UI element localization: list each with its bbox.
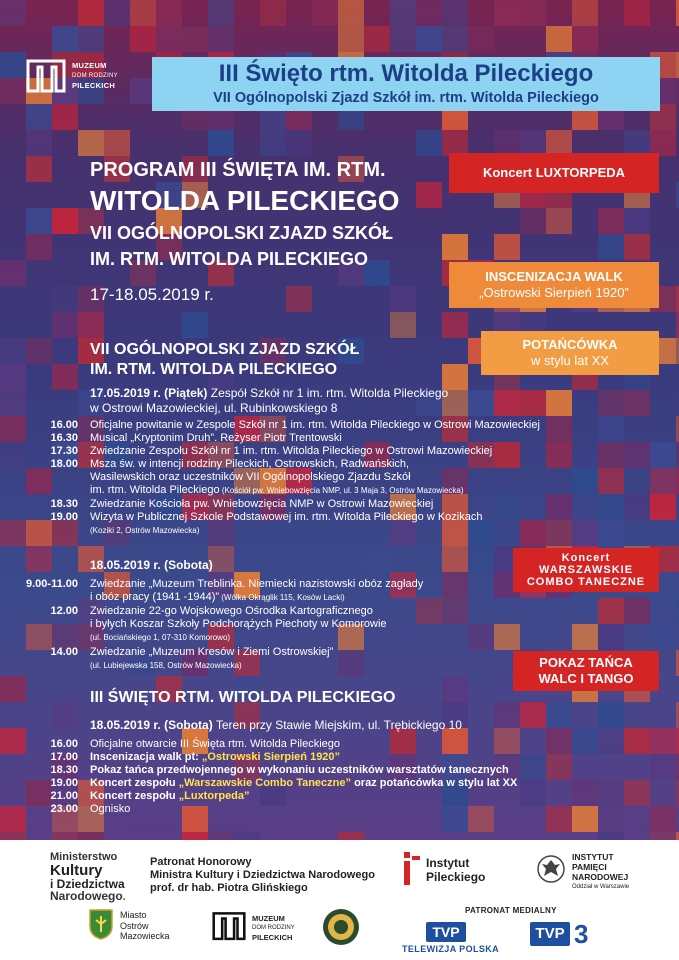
section2-date-bold: 18.05.2019 r. (Sobota) bbox=[90, 558, 213, 572]
mosaic-tile bbox=[78, 0, 104, 26]
mosaic-tile bbox=[624, 234, 650, 260]
wm-logo-icon bbox=[212, 910, 246, 944]
mosaic-tile bbox=[26, 130, 52, 156]
mosaic-tile bbox=[598, 520, 624, 546]
mosaic-tile bbox=[0, 0, 26, 26]
mosaic-tile bbox=[0, 676, 26, 702]
sponsors-footer bbox=[0, 840, 679, 960]
mosaic-tile bbox=[338, 0, 364, 26]
mosaic-tile bbox=[624, 442, 650, 468]
mosaic-tile bbox=[390, 0, 416, 26]
mosaic-tile bbox=[260, 130, 286, 156]
mosaic-tile bbox=[520, 754, 546, 780]
event-address: (Koziki 2, Ostrów Mazowiecka) bbox=[90, 526, 200, 535]
mosaic-tile bbox=[52, 702, 78, 728]
tag-luxtorpeda-text: Koncert LUXTORPEDA bbox=[482, 165, 626, 180]
mosaic-tile bbox=[156, 26, 182, 52]
mosaic-tile bbox=[260, 0, 286, 26]
mosaic-tile bbox=[624, 390, 650, 416]
mosaic-tile bbox=[390, 286, 416, 312]
mosaic-tile bbox=[650, 728, 676, 754]
event-text-bold: Inscenizacja walk pt: bbox=[90, 751, 202, 763]
mosaic-tile bbox=[208, 26, 234, 52]
mosaic-tile bbox=[442, 26, 468, 52]
event-address: (ul. Lubiejewska 158, Ostrów Mazowiecka) bbox=[90, 661, 242, 670]
mosaic-tile bbox=[598, 702, 624, 728]
title-banner bbox=[152, 57, 660, 111]
title-line2: VII Ogólnopolski Zjazd Szkół im. rtm. Witolda Pileckiego bbox=[213, 90, 599, 106]
mkidn-line2: Kultury bbox=[50, 862, 103, 879]
section1-date-bold: 17.05.2019 r. (Piątek) bbox=[90, 386, 208, 400]
event-text: Wasilewskich oraz uczestników VII Ogólnopolskiego Zjazdu Szkół bbox=[90, 471, 411, 483]
mkidn-line3: i Dziedzictwa bbox=[50, 877, 125, 891]
mosaic-tile bbox=[208, 832, 234, 840]
event-time: 9.00-11.00 bbox=[26, 578, 78, 590]
mosaic-tile bbox=[520, 520, 546, 546]
ipn-line4: Oddział w Warszawie bbox=[572, 884, 630, 890]
mosaic-tile bbox=[416, 182, 442, 208]
mosaic-tile bbox=[0, 52, 26, 78]
tvp3-logo-icon: TVP bbox=[530, 922, 570, 946]
mosaic-tile bbox=[572, 26, 598, 52]
mosaic-tile bbox=[26, 156, 52, 182]
mosaic-tile bbox=[572, 624, 598, 650]
mosaic-tile bbox=[546, 390, 572, 416]
tag-inscenizacja-l1: INSCENIZACJA WALK bbox=[485, 269, 623, 284]
event-text: Wizyta w Publicznej Szkole Podstawowej im. rtm. Witolda Pileckiego w Kozikach bbox=[90, 511, 483, 523]
mosaic-tile bbox=[442, 546, 468, 572]
mosaic-tile bbox=[208, 0, 234, 26]
event-address: (ul. Bociańskiego 1, 07-310 Komorowo) bbox=[90, 633, 231, 642]
mosaic-tile bbox=[104, 130, 130, 156]
mosaic-tile bbox=[546, 806, 572, 832]
patron-line1: Patronat Honorowy bbox=[150, 856, 252, 868]
mosaic-tile bbox=[442, 598, 468, 624]
event-text bbox=[90, 777, 517, 790]
event-text-bold: Koncert zespołu bbox=[90, 790, 179, 802]
event-time: 19.00 bbox=[50, 777, 78, 789]
mosaic-tile bbox=[312, 0, 338, 26]
event-time: 18.30 bbox=[50, 498, 78, 510]
tag-warszawskie-l1: Koncert bbox=[561, 552, 611, 564]
event-text: i byłych Koszar Szkoły Podchorążych Piechoty w Komorowie bbox=[90, 618, 387, 630]
event-address: (Wólka Okrąglik 115, Kosów Lacki) bbox=[219, 593, 345, 602]
event-address: (Kościół pw. Wniebowzięcia NMP, ul. 3 Maja 3, Ostrów Mazowiecka) bbox=[219, 486, 464, 495]
mosaic-tile bbox=[78, 832, 104, 840]
mosaic-tile bbox=[624, 0, 650, 26]
mosaic-tile bbox=[546, 702, 572, 728]
mosaic-tile bbox=[494, 234, 520, 260]
mosaic-tile bbox=[494, 624, 520, 650]
section3-heading: III ŚWIĘTO RTM. WITOLDA PILECKIEGO bbox=[90, 689, 396, 706]
mosaic-tile bbox=[598, 598, 624, 624]
mosaic-tile bbox=[26, 208, 52, 234]
mosaic-tile bbox=[494, 390, 520, 416]
event-text: Zwiedzanie „Muzeum Kresów i Ziemi Ostrowskiej” bbox=[90, 646, 334, 658]
mosaic-tile bbox=[598, 494, 624, 520]
mosaic-tile bbox=[104, 0, 130, 26]
event-text bbox=[90, 659, 242, 672]
mosaic-tile bbox=[442, 806, 468, 832]
section2-date bbox=[90, 558, 213, 573]
program-line2: WITOLDA PILECKIEGO bbox=[90, 185, 400, 216]
mosaic-tile bbox=[650, 468, 676, 494]
program-line3: VII OGÓLNOPOLSKI ZJAZD SZKÓŁ bbox=[90, 223, 394, 243]
tag-potancowka bbox=[481, 331, 659, 375]
mosaic-tile bbox=[442, 0, 468, 26]
mosaic-tile bbox=[468, 390, 494, 416]
mosaic-tile bbox=[650, 624, 676, 650]
event-time: 18.30 bbox=[50, 764, 78, 776]
mosaic-tile bbox=[182, 26, 208, 52]
mosaic-tile bbox=[26, 546, 52, 572]
mosaic-tile bbox=[286, 286, 312, 312]
tag-potancowka-l2: w stylu lat XX bbox=[530, 353, 610, 368]
mosaic-tile bbox=[546, 26, 572, 52]
event-time: 21.00 bbox=[50, 790, 78, 802]
event-text: Zwiedzanie 22-go Wojskowego Ośrodka Kartograficznego bbox=[90, 605, 373, 617]
mosaic-tile bbox=[494, 728, 520, 754]
event-text: Pokaz tańca przedwojennego w wykonaniu uczestników warsztatów tanecznych bbox=[90, 764, 509, 776]
event-time: 23.00 bbox=[50, 803, 78, 815]
mosaic-tile bbox=[520, 0, 546, 26]
mosaic-tile bbox=[546, 728, 572, 754]
mosaic-tile bbox=[624, 598, 650, 624]
mosaic-tile bbox=[650, 832, 676, 840]
tag-pokaz-tanca bbox=[513, 651, 659, 691]
event-text-bold: oraz potańcówka w stylu lat XX bbox=[351, 777, 518, 789]
mosaic-tile bbox=[338, 26, 364, 52]
school-badge-icon bbox=[322, 908, 360, 946]
mosaic-tile bbox=[78, 312, 104, 338]
event-text bbox=[90, 524, 199, 537]
mosaic-tile bbox=[416, 598, 442, 624]
program-line4: IM. RTM. WITOLDA PILECKIEGO bbox=[90, 249, 368, 269]
tag-warszawskie-l3: COMBO TANECZNE bbox=[526, 576, 646, 588]
mosaic-tile bbox=[546, 754, 572, 780]
mosaic-tile bbox=[26, 338, 52, 364]
mkidn-line1: Ministerstwo bbox=[50, 851, 118, 863]
ip-line2: Pileckiego bbox=[426, 870, 486, 884]
mosaic-tile bbox=[52, 26, 78, 52]
mosaic-tile bbox=[650, 754, 676, 780]
mosaic-tile bbox=[624, 208, 650, 234]
event-text bbox=[90, 631, 230, 644]
mosaic-tile bbox=[26, 104, 52, 130]
mosaic-tile bbox=[624, 780, 650, 806]
mosaic-tile bbox=[598, 416, 624, 442]
event-text: Zwiedzanie „Muzeum Treblinka. Niemiecki nazistowski obóz zagłady bbox=[90, 578, 424, 590]
mosaic-tile bbox=[494, 442, 520, 468]
mosaic-tile bbox=[52, 104, 78, 130]
mosaic-tile bbox=[598, 390, 624, 416]
program-line1: PROGRAM III ŚWIĘTA IM. RTM. bbox=[90, 159, 386, 181]
museum-logo-line2: DOM RODZINY bbox=[72, 73, 118, 79]
section3-date-rest: Teren przy Stawie Miejskim, ul. Trębickiego 10 bbox=[212, 718, 462, 732]
mosaic-tile bbox=[598, 234, 624, 260]
tvp-logo-icon: TVP bbox=[426, 922, 466, 942]
mosaic-tile bbox=[26, 624, 52, 650]
mosaic-tile bbox=[494, 702, 520, 728]
mosaic-tile bbox=[52, 286, 78, 312]
section3-date bbox=[90, 718, 462, 733]
section1-date-rest: Zespół Szkół nr 1 im. rtm. Witolda Pileckiego bbox=[207, 386, 449, 400]
mosaic-tile bbox=[520, 702, 546, 728]
ostrow-line1: Miasto bbox=[120, 910, 147, 920]
event-time: 18.00 bbox=[50, 458, 78, 470]
mosaic-tile bbox=[338, 832, 364, 840]
event-text: Oficjalne otwarcie III Święta rtm. Witolda Pileckiego bbox=[90, 738, 341, 750]
mosaic-tile bbox=[468, 806, 494, 832]
ipn-line2: PAMIĘCI bbox=[572, 862, 607, 872]
mosaic-tile bbox=[208, 130, 234, 156]
mdr-line1: MUZEUM bbox=[252, 914, 285, 923]
mosaic-tile bbox=[468, 624, 494, 650]
section1-date bbox=[90, 386, 448, 401]
mosaic-tile bbox=[26, 468, 52, 494]
tag-warszawskie-l2: WARSZAWSKIE bbox=[538, 564, 634, 576]
event-text: Ognisko bbox=[90, 803, 131, 815]
tag-warszawskie-combo bbox=[513, 548, 659, 592]
mosaic-tile bbox=[650, 806, 676, 832]
tag-inscenizacja bbox=[449, 262, 659, 308]
mosaic-tile bbox=[546, 208, 572, 234]
mosaic-tile bbox=[442, 234, 468, 260]
mosaic-tile bbox=[156, 0, 182, 26]
event-text: Zwiedzanie Zespołu Szkół nr 1 im. rtm. Witolda Pileckiego w Ostrowi Mazowieckiej bbox=[90, 445, 493, 457]
mosaic-tile bbox=[598, 728, 624, 754]
mosaic-tile bbox=[598, 806, 624, 832]
museum-logo-line1: MUZEUM bbox=[72, 61, 107, 70]
event-highlight: „Luxtorpeda” bbox=[178, 790, 250, 802]
mosaic-tile bbox=[520, 208, 546, 234]
mosaic-tile bbox=[572, 728, 598, 754]
mosaic-tile bbox=[26, 780, 52, 806]
museum-logo bbox=[26, 57, 146, 97]
mosaic-tile bbox=[78, 130, 104, 156]
mosaic-tile bbox=[442, 676, 468, 702]
event-time: 16.30 bbox=[50, 432, 78, 444]
mosaic-tile bbox=[52, 832, 78, 840]
mosaic-tile bbox=[0, 806, 26, 832]
mosaic-tile bbox=[0, 78, 26, 104]
mosaic-tile bbox=[364, 546, 390, 572]
mosaic-tile bbox=[572, 806, 598, 832]
event-text bbox=[90, 591, 345, 604]
event-time: 16.00 bbox=[50, 419, 78, 431]
mosaic-tile bbox=[572, 780, 598, 806]
mdr-line3: PILECKICH bbox=[252, 933, 293, 942]
mosaic-tile bbox=[0, 338, 26, 364]
mosaic-tile bbox=[338, 650, 364, 676]
mosaic-tile bbox=[598, 468, 624, 494]
mosaic-tile bbox=[52, 208, 78, 234]
mosaic-tile bbox=[598, 442, 624, 468]
mosaic-tile bbox=[52, 312, 78, 338]
event-time: 16.00 bbox=[50, 738, 78, 750]
wm-logo-icon bbox=[26, 57, 66, 97]
mosaic-tile bbox=[130, 0, 156, 26]
mosaic-tile bbox=[442, 312, 468, 338]
mosaic-tile bbox=[494, 0, 520, 26]
event-text-bold: Koncert zespołu bbox=[90, 777, 179, 789]
mosaic-tile bbox=[598, 832, 624, 840]
section3-date-bold: 18.05.2019 r. (Sobota) bbox=[90, 718, 213, 732]
museum-logo-line3: PILECKICH bbox=[72, 81, 116, 90]
mosaic-tile bbox=[0, 832, 26, 840]
event-text: Oficjalne powitanie w Zespole Szkół nr 1 im. rtm. Witolda Pileckiego w Ostrowi Mazowieckiej bbox=[90, 419, 540, 431]
mosaic-tile bbox=[416, 130, 442, 156]
instytut-pileckiego-icon bbox=[402, 852, 422, 886]
mosaic-tile bbox=[546, 416, 572, 442]
mosaic-tile bbox=[52, 364, 78, 390]
mosaic-tile bbox=[182, 832, 208, 840]
mkidn-logo bbox=[50, 852, 126, 903]
event-highlight: „Ostrowski Sierpień 1920” bbox=[201, 751, 341, 763]
mosaic-tile bbox=[546, 494, 572, 520]
mdr-line2: DOM RODZINY bbox=[252, 924, 295, 931]
eagle-emblem-icon bbox=[536, 854, 566, 884]
mosaic-tile bbox=[598, 208, 624, 234]
section1-date-l2: w Ostrowi Mazowieckiej, ul. Rubinkowskiego 8 bbox=[90, 401, 338, 415]
tag-potancowka-l1: POTAŃCÓWKA bbox=[522, 337, 618, 352]
mosaic-tile bbox=[26, 234, 52, 260]
event-time: 12.00 bbox=[50, 605, 78, 617]
event-text-main: i obóz pracy (1941 -1944)” bbox=[90, 591, 220, 603]
tvp-name: TELEWIZJA POLSKA bbox=[402, 944, 500, 954]
mosaic-tile bbox=[416, 0, 442, 26]
mosaic-tile bbox=[442, 572, 468, 598]
mkidn-dot-icon: . bbox=[122, 891, 126, 903]
mosaic-tile bbox=[182, 312, 208, 338]
patronat-honorowy bbox=[150, 856, 375, 895]
event-highlight: „Warszawskie Combo Taneczne” bbox=[178, 777, 352, 789]
mosaic-tile bbox=[546, 442, 572, 468]
patron-line2: Ministra Kultury i Dziedzictwa Narodowego bbox=[150, 869, 375, 881]
mosaic-tile bbox=[130, 26, 156, 52]
mosaic-tile bbox=[234, 832, 260, 840]
ipn-line1: INSTYTUT bbox=[572, 852, 614, 862]
title-line1: III Święto rtm. Witolda Pileckiego bbox=[218, 60, 594, 87]
mosaic-tile bbox=[598, 624, 624, 650]
mosaic-tile bbox=[468, 546, 494, 572]
mkidn-line4: Narodowego bbox=[50, 889, 123, 903]
patron-line3: prof. dr hab. Piotra Glińskiego bbox=[150, 882, 308, 894]
event-text bbox=[90, 751, 340, 764]
mosaic-tile bbox=[624, 728, 650, 754]
event-text: Zwiedzanie Kościoła pw. Wniebowzięcia NMP w Ostrowi Mazowieckiej bbox=[90, 498, 434, 510]
mosaic-tile bbox=[0, 728, 26, 754]
ostrow-line3: Mazowiecka bbox=[120, 931, 170, 941]
mosaic-tile bbox=[650, 494, 676, 520]
ostrow-coat-of-arms-icon bbox=[88, 908, 114, 940]
mosaic-tile bbox=[624, 494, 650, 520]
ostrow-line2: Ostrów bbox=[120, 920, 149, 931]
mosaic-tile bbox=[0, 364, 26, 390]
mosaic-tile bbox=[650, 442, 676, 468]
mosaic-tile bbox=[494, 494, 520, 520]
patronat-medialny: PATRONAT MEDIALNY bbox=[465, 906, 557, 915]
mosaic-tile bbox=[572, 0, 598, 26]
event-text-main: im. rtm. Witolda Pileckiego bbox=[90, 484, 220, 496]
mosaic-tile bbox=[416, 26, 442, 52]
mosaic-tile bbox=[390, 26, 416, 52]
mosaic-tile bbox=[286, 130, 312, 156]
mosaic-tile bbox=[572, 520, 598, 546]
mosaic-tile bbox=[390, 312, 416, 338]
event-text: Msza św. w intencji rodziny Pileckich, Ostrowskich, Radwańskich, bbox=[90, 458, 410, 470]
event-text bbox=[90, 790, 250, 803]
school-badge-logo bbox=[322, 908, 360, 951]
tag-inscenizacja-l2: „Ostrowski Sierpień 1920” bbox=[479, 285, 629, 300]
event-time: 17.30 bbox=[50, 445, 78, 457]
mosaic-tile bbox=[0, 260, 26, 286]
mosaic-tile bbox=[520, 780, 546, 806]
mosaic-tile bbox=[0, 390, 26, 416]
event-time: 19.00 bbox=[50, 511, 78, 523]
ip-line1: Instytut bbox=[426, 856, 470, 870]
event-time: 14.00 bbox=[50, 646, 78, 658]
mosaic-tile bbox=[364, 26, 390, 52]
mosaic-tile bbox=[26, 520, 52, 546]
tag-koncert-luxtorpeda bbox=[449, 153, 659, 193]
tag-pokaz-l1: POKAZ TAŃCA bbox=[539, 655, 633, 670]
mosaic-tile bbox=[572, 468, 598, 494]
mosaic-tile bbox=[546, 520, 572, 546]
mosaic-tile bbox=[0, 416, 26, 442]
ipn-line3: NARODOWEJ bbox=[572, 872, 629, 882]
mosaic-tile bbox=[182, 806, 208, 832]
event-text: Musical „Kryptonim Druh”. Reżyser Piotr Trentowski bbox=[90, 432, 342, 444]
mosaic-tile bbox=[0, 520, 26, 546]
tag-pokaz-l2: WALC I TANGO bbox=[538, 671, 634, 686]
mosaic-tile bbox=[598, 780, 624, 806]
event-text bbox=[90, 484, 464, 497]
mosaic-tile bbox=[78, 26, 104, 52]
program-dates: 17-18.05.2019 r. bbox=[90, 285, 214, 304]
mosaic-tile bbox=[520, 390, 546, 416]
mosaic-tile bbox=[0, 442, 26, 468]
tvp3-number: 3 bbox=[574, 919, 589, 949]
section1-heading-l1: VII OGÓLNOPOLSKI ZJAZD SZKÓŁ bbox=[90, 341, 360, 358]
mosaic-tile bbox=[468, 26, 494, 52]
event-time: 17.00 bbox=[50, 751, 78, 763]
section1-heading-l2: IM. RTM. WITOLDA PILECKIEGO bbox=[90, 361, 338, 378]
